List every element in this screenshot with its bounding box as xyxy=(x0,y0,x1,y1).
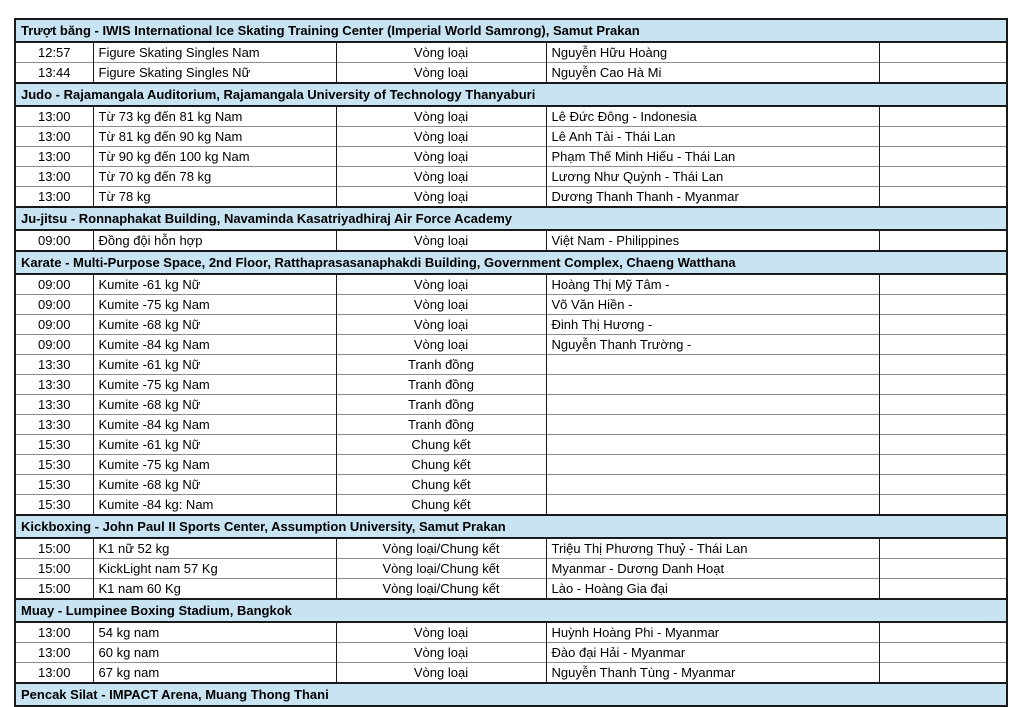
event-cell: Kumite -61 kg Nữ xyxy=(93,274,336,295)
time-cell: 13:30 xyxy=(15,375,93,395)
event-cell: Đồng đội hỗn hợp xyxy=(93,230,336,251)
table-row xyxy=(15,395,1007,415)
table-row xyxy=(15,579,1007,600)
event-cell: Kumite -75 kg Nam xyxy=(93,375,336,395)
event-cell: Từ 70 kg đến 78 kg xyxy=(93,167,336,187)
round-cell: Chung kết xyxy=(336,435,546,455)
athlete-cell xyxy=(546,355,879,375)
table-row xyxy=(15,187,1007,208)
time-cell: 13:30 xyxy=(15,415,93,435)
table-row xyxy=(15,335,1007,355)
round-cell: Vòng loại xyxy=(336,63,546,84)
round-cell: Chung kết xyxy=(336,495,546,516)
athlete-cell: Nguyễn Thanh Trường - xyxy=(546,335,879,355)
table-row xyxy=(15,106,1007,127)
note-cell xyxy=(879,435,1007,455)
round-cell: Vòng loại xyxy=(336,663,546,684)
athlete-cell: Dương Thanh Thanh - Myanmar xyxy=(546,187,879,208)
event-cell: Figure Skating Singles Nữ xyxy=(93,63,336,84)
section-header-row xyxy=(15,207,1007,230)
note-cell xyxy=(879,187,1007,208)
table-row xyxy=(15,355,1007,375)
note-cell xyxy=(879,475,1007,495)
time-cell: 09:00 xyxy=(15,315,93,335)
round-cell: Vòng loại xyxy=(336,335,546,355)
section-header-row xyxy=(15,683,1007,706)
note-cell xyxy=(879,559,1007,579)
event-cell: Kumite -61 kg Nữ xyxy=(93,355,336,375)
table-row xyxy=(15,455,1007,475)
round-cell: Vòng loại xyxy=(336,315,546,335)
note-cell xyxy=(879,42,1007,63)
table-row xyxy=(15,42,1007,63)
note-cell xyxy=(879,579,1007,600)
round-cell: Vòng loại/Chung kết xyxy=(336,559,546,579)
table-row xyxy=(15,538,1007,559)
table-row xyxy=(15,63,1007,84)
note-cell xyxy=(879,106,1007,127)
time-cell: 15:00 xyxy=(15,538,93,559)
event-cell: K1 nam 60 Kg xyxy=(93,579,336,600)
section-title: Ju-jitsu - Ronnaphakat Building, Navaminda Kasatriyadhiraj Air Force Academy xyxy=(15,207,1007,230)
note-cell xyxy=(879,355,1007,375)
table-row xyxy=(15,230,1007,251)
section-title: Kickboxing - John Paul II Sports Center, Assumption University, Samut Prakan xyxy=(15,515,1007,538)
event-cell: Kumite -75 kg Nam xyxy=(93,455,336,475)
note-cell xyxy=(879,315,1007,335)
time-cell: 13:00 xyxy=(15,106,93,127)
time-cell: 15:00 xyxy=(15,579,93,600)
event-cell: KickLight nam 57 Kg xyxy=(93,559,336,579)
athlete-cell xyxy=(546,375,879,395)
athlete-cell xyxy=(546,455,879,475)
note-cell xyxy=(879,63,1007,84)
section-header-row xyxy=(15,599,1007,622)
time-cell: 09:00 xyxy=(15,335,93,355)
section-header-row xyxy=(15,19,1007,42)
time-cell: 13:00 xyxy=(15,147,93,167)
time-cell: 15:30 xyxy=(15,475,93,495)
table-row xyxy=(15,643,1007,663)
note-cell xyxy=(879,274,1007,295)
athlete-cell: Nguyễn Thanh Tùng - Myanmar xyxy=(546,663,879,684)
athlete-cell: Võ Văn Hiền - xyxy=(546,295,879,315)
note-cell xyxy=(879,643,1007,663)
note-cell xyxy=(879,455,1007,475)
athlete-cell: Huỳnh Hoàng Phi - Myanmar xyxy=(546,622,879,643)
table-row xyxy=(15,295,1007,315)
round-cell: Vòng loại/Chung kết xyxy=(336,538,546,559)
athlete-cell: Đào đại Hải - Myanmar xyxy=(546,643,879,663)
note-cell xyxy=(879,375,1007,395)
time-cell: 13:00 xyxy=(15,663,93,684)
note-cell xyxy=(879,622,1007,643)
event-cell: Kumite -84 kg: Nam xyxy=(93,495,336,516)
section-header-row xyxy=(15,251,1007,274)
round-cell: Vòng loại xyxy=(336,643,546,663)
athlete-cell xyxy=(546,475,879,495)
time-cell: 13:00 xyxy=(15,622,93,643)
event-cell: Kumite -84 kg Nam xyxy=(93,335,336,355)
event-cell: Từ 81 kg đến 90 kg Nam xyxy=(93,127,336,147)
athlete-cell: Nguyễn Cao Hà Mi xyxy=(546,63,879,84)
time-cell: 15:30 xyxy=(15,435,93,455)
time-cell: 13:00 xyxy=(15,127,93,147)
round-cell: Tranh đồng xyxy=(336,375,546,395)
event-cell: Kumite -75 kg Nam xyxy=(93,295,336,315)
athlete-cell: Lào - Hoàng Gia đại xyxy=(546,579,879,600)
table-row xyxy=(15,415,1007,435)
note-cell xyxy=(879,538,1007,559)
round-cell: Tranh đồng xyxy=(336,355,546,375)
event-cell: Kumite -68 kg Nữ xyxy=(93,395,336,415)
round-cell: Chung kết xyxy=(336,475,546,495)
table-row xyxy=(15,622,1007,643)
athlete-cell: Hoàng Thị Mỹ Tâm - xyxy=(546,274,879,295)
event-cell: Kumite -84 kg Nam xyxy=(93,415,336,435)
table-row xyxy=(15,167,1007,187)
event-cell: 67 kg nam xyxy=(93,663,336,684)
table-row xyxy=(15,274,1007,295)
athlete-cell: Lê Anh Tài - Thái Lan xyxy=(546,127,879,147)
athlete-cell: Phạm Thế Minh Hiếu - Thái Lan xyxy=(546,147,879,167)
event-cell: K1 nữ 52 kg xyxy=(93,538,336,559)
section-title: Pencak Silat - IMPACT Arena, Muang Thong Thani xyxy=(15,683,1007,706)
round-cell: Vòng loại xyxy=(336,167,546,187)
table-row xyxy=(15,375,1007,395)
note-cell xyxy=(879,663,1007,684)
athlete-cell: Nguyễn Hữu Hoàng xyxy=(546,42,879,63)
round-cell: Vòng loại/Chung kết xyxy=(336,579,546,600)
time-cell: 13:30 xyxy=(15,355,93,375)
section-title: Trượt băng - IWIS International Ice Skating Training Center (Imperial World Samrong), Samut Prakan xyxy=(15,19,1007,42)
time-cell: 15:30 xyxy=(15,455,93,475)
athlete-cell: Lương Như Quỳnh - Thái Lan xyxy=(546,167,879,187)
time-cell: 15:30 xyxy=(15,495,93,516)
time-cell: 13:00 xyxy=(15,187,93,208)
round-cell: Vòng loại xyxy=(336,127,546,147)
note-cell xyxy=(879,167,1007,187)
table-row xyxy=(15,315,1007,335)
time-cell: 13:00 xyxy=(15,167,93,187)
event-cell: Kumite -61 kg Nữ xyxy=(93,435,336,455)
schedule-table-container xyxy=(14,18,1006,707)
table-row xyxy=(15,495,1007,516)
time-cell: 09:00 xyxy=(15,295,93,315)
time-cell: 13:30 xyxy=(15,395,93,415)
round-cell: Tranh đồng xyxy=(336,395,546,415)
round-cell: Tranh đồng xyxy=(336,415,546,435)
schedule-table xyxy=(14,18,1008,707)
time-cell: 13:00 xyxy=(15,643,93,663)
athlete-cell xyxy=(546,435,879,455)
note-cell xyxy=(879,147,1007,167)
event-cell: Kumite -68 kg Nữ xyxy=(93,315,336,335)
table-row xyxy=(15,147,1007,167)
athlete-cell xyxy=(546,495,879,516)
note-cell xyxy=(879,127,1007,147)
time-cell: 12:57 xyxy=(15,42,93,63)
table-row xyxy=(15,127,1007,147)
time-cell: 09:00 xyxy=(15,274,93,295)
table-row xyxy=(15,663,1007,684)
event-cell: Kumite -68 kg Nữ xyxy=(93,475,336,495)
event-cell: Từ 90 kg đến 100 kg Nam xyxy=(93,147,336,167)
athlete-cell: Việt Nam - Philippines xyxy=(546,230,879,251)
schedule-table-body xyxy=(15,19,1007,706)
event-cell: Từ 73 kg đến 81 kg Nam xyxy=(93,106,336,127)
table-row xyxy=(15,475,1007,495)
round-cell: Vòng loại xyxy=(336,295,546,315)
section-header-row xyxy=(15,83,1007,106)
athlete-cell: Lê Đức Đông - Indonesia xyxy=(546,106,879,127)
round-cell: Vòng loại xyxy=(336,230,546,251)
note-cell xyxy=(879,230,1007,251)
athlete-cell xyxy=(546,395,879,415)
section-title: Judo - Rajamangala Auditorium, Rajamangala University of Technology Thanyaburi xyxy=(15,83,1007,106)
round-cell: Vòng loại xyxy=(336,622,546,643)
table-row xyxy=(15,435,1007,455)
section-title: Karate - Multi-Purpose Space, 2nd Floor, Ratthaprasasanaphakdi Building, Government Complex, Chaeng Watthana xyxy=(15,251,1007,274)
round-cell: Vòng loại xyxy=(336,147,546,167)
note-cell xyxy=(879,495,1007,516)
section-header-row xyxy=(15,515,1007,538)
athlete-cell xyxy=(546,415,879,435)
section-title: Muay - Lumpinee Boxing Stadium, Bangkok xyxy=(15,599,1007,622)
note-cell xyxy=(879,395,1007,415)
round-cell: Vòng loại xyxy=(336,274,546,295)
round-cell: Vòng loại xyxy=(336,42,546,63)
note-cell xyxy=(879,295,1007,315)
athlete-cell: Myanmar - Dương Danh Hoạt xyxy=(546,559,879,579)
event-cell: 60 kg nam xyxy=(93,643,336,663)
round-cell: Chung kết xyxy=(336,455,546,475)
table-row xyxy=(15,559,1007,579)
athlete-cell: Đinh Thị Hương - xyxy=(546,315,879,335)
time-cell: 15:00 xyxy=(15,559,93,579)
event-cell: Từ 78 kg xyxy=(93,187,336,208)
note-cell xyxy=(879,335,1007,355)
round-cell: Vòng loại xyxy=(336,187,546,208)
event-cell: 54 kg nam xyxy=(93,622,336,643)
round-cell: Vòng loại xyxy=(336,106,546,127)
event-cell: Figure Skating Singles Nam xyxy=(93,42,336,63)
time-cell: 09:00 xyxy=(15,230,93,251)
note-cell xyxy=(879,415,1007,435)
athlete-cell: Triệu Thị Phương Thuỷ - Thái Lan xyxy=(546,538,879,559)
time-cell: 13:44 xyxy=(15,63,93,84)
